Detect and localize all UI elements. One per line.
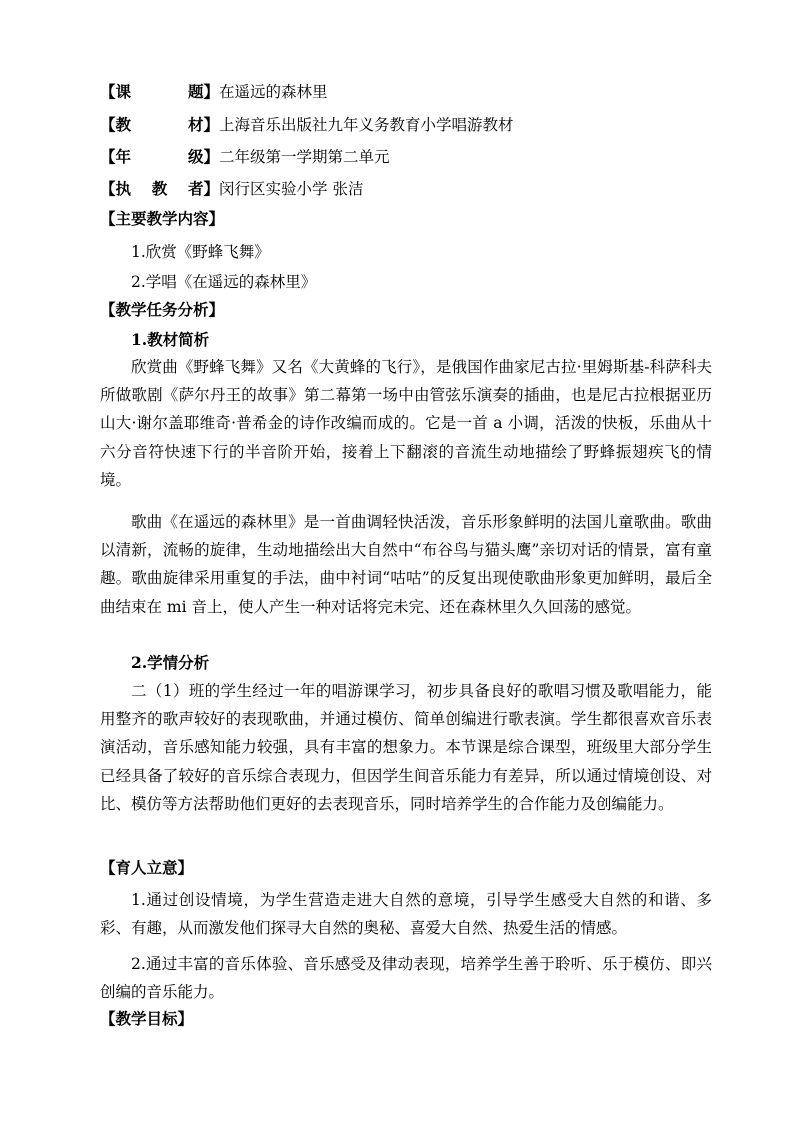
education-paragraph-1: 1.通过创设情境，为学生营造走进大自然的意境，引导学生感受大自然的和谐、多彩、有趣，从而激发他们探寻大自然的奥秘、喜爱大自然、热爱生活的情感。 [100,891,712,938]
bracket-right: 】 [203,82,220,101]
main-content-item-2: 2.学唱《在遥远的森林里》 [131,273,317,291]
education-paragraph-2: 2.通过丰富的音乐体验、音乐感受及律动表现，培养学生善于聆听、乐于模仿、即兴创编的音乐能力。 [100,955,712,1002]
section-task-analysis-title: 【教学任务分析】 [100,300,225,319]
main-content-item-1: 1.欣赏《野蜂飞舞》 [131,243,270,261]
section-education-title: 【育人立意】 [100,858,194,877]
textbook-analysis-paragraph-1: 欣赏曲《野蜂飞舞》又名《大黄蜂的飞行》，是俄国作曲家尼古拉·里姆斯基-科萨科夫所做歌剧《萨尔丹王的故事》第二幕第一场中由管弦乐演奏的插曲，也是尼古拉根据亚历山大·谢尔盖耶维奇·普希金的诗作改编而成的。它是一首 a 小调，活泼的快板，乐曲从十六分音符快速下行的半音阶开始，接着上下翻滚的音流生动地描绘了野蜂振翅疾飞的情境。 [100,358,712,489]
grade-row [100,145,390,167]
bracket-left: 【 [100,179,116,198]
topic-value: 在遥远的森林里 [219,83,328,101]
teacher-row [100,177,363,199]
bracket-left: 【 [100,82,116,101]
textbook-row [100,113,514,135]
grade-value: 二年级第一学期第二单元 [219,148,390,166]
bracket-left: 【 [100,147,116,166]
bracket-right: 】 [203,179,220,198]
teacher-value: 闵行区实验小学 张洁 [219,180,364,198]
section-objectives-title: 【教学目标】 [100,1009,194,1028]
section-main-content-title: 【主要教学内容】 [100,209,225,228]
student-analysis-paragraph: 二（1）班的学生经过一年的唱游课学习，初步具备良好的歌唱习惯及歌唱能力，能用整齐的歌声较好的表现歌曲，并通过模仿、简单创编进行歌表演。学生都很喜欢音乐表演活动，音乐感知能力较强，具有丰富的想象力。本节课是综合课型，班级里大部分学生已经具备了较好的音乐综合表现力，但因学生间音乐能力有差异，所以通过情境创设、对比、模仿等方法帮助他们更好的去表现音乐，同时培养学生的合作能力及创编能力。 [100,682,712,813]
bracket-right: 】 [203,147,220,166]
textbook-label: 教 材 [115,115,204,134]
bracket-left: 【 [100,115,116,134]
textbook-value: 上海音乐出版社九年义务教育小学唱游教材 [219,116,514,134]
textbook-analysis-paragraph-2: 歌曲《在遥远的森林里》是一首曲调轻快活泼，音乐形象鲜明的法国儿童歌曲。歌曲以清新，流畅的旋律，生动地描绘出大自然中“布谷鸟与猫头鹰”亲切对话的情景，富有童趣。歌曲旋律采用重复的手法，曲中衬词“咕咕”的反复出现使歌曲形象更加鲜明，最后全曲结束在 mi 音上，使人产生一种对话将完未完、还在森林里久久回荡的感觉。 [100,513,712,616]
grade-label: 年 级 [115,147,204,166]
bracket-right: 】 [203,115,220,134]
subsection-student-analysis-title: 2.学情分析 [131,653,210,672]
topic-label: 课 题 [115,82,204,101]
teacher-label: 执 教 者 [115,179,204,198]
subsection-textbook-analysis-title: 1.教材简析 [131,330,210,349]
topic-row [100,80,328,102]
